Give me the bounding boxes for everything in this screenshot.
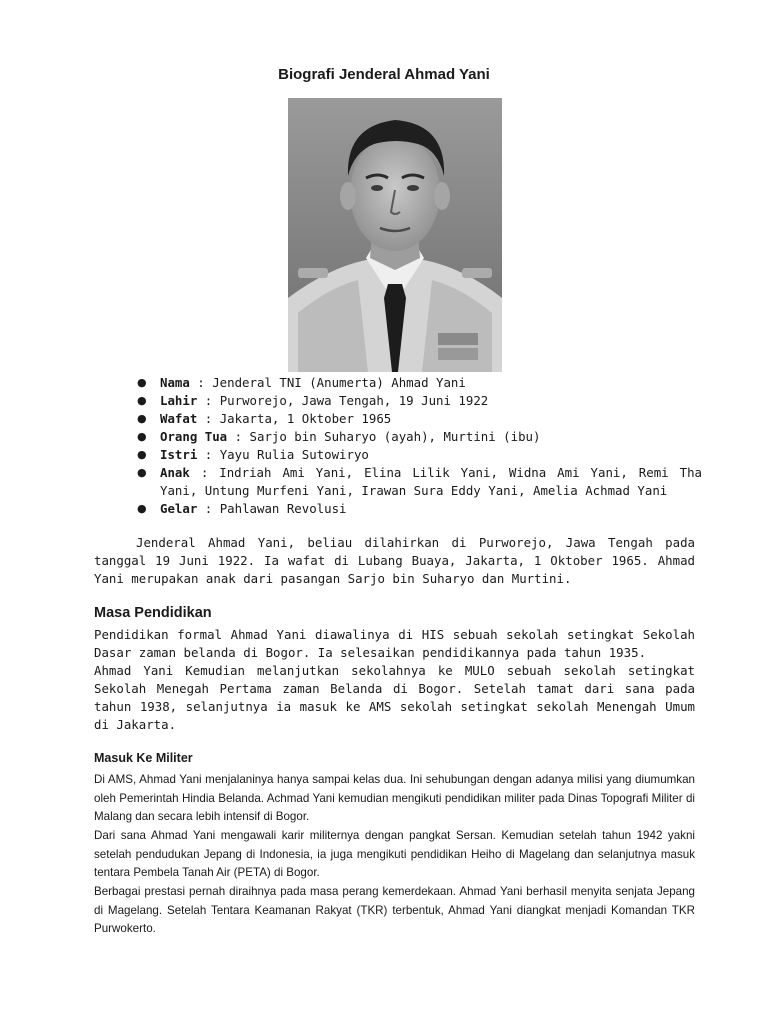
list-item [132,446,702,464]
fact-label: Wafat [160,411,198,426]
biodata-list [132,374,702,518]
education-paragraph: Pendidikan formal Ahmad Yani diawalinya di HIS sebuah sekolah setingkat Sekolah Dasar zaman belanda di Bogor. Ia selesaikan pendidikannya pada tahun 1935. [94,627,695,660]
list-item [132,410,702,428]
fact-label: Anak [160,465,190,480]
fact-label: Nama [160,375,190,390]
bullet-icon: ● [137,466,147,479]
bullet-icon: ● [137,430,147,443]
military-paragraph: Dari sana Ahmad Yani mengawali karir militernya dengan pangkat Sersan. Kemudian setelah tahun 1942 yakni setelah pendudukan Jepang di Indonesia, ia juga mengikuti pendidikan Heiho di Magelang dan selanjutnya masuk tentara Pembela Tanah Air (PETA) di Bogor. [94,829,695,880]
list-item [132,392,702,410]
education-heading: Masa Pendidikan [94,605,212,621]
list-item [132,428,702,446]
education-paragraph: Ahmad Yani Kemudian melanjutkan sekolahnya ke MULO sebuah sekolah setingkat Sekolah Menegah Pertama zaman Belanda di Bogor. Setelah tamat dari sana pada tahun 1938, selanjutnya ia masuk ke AMS sekolah setingkat sekolah Menengah Umum di Jakarta. [94,663,695,732]
fact-label: Gelar [160,501,198,516]
bullet-icon: ● [137,448,147,461]
list-item [132,464,702,500]
fact-value: : Yayu Rulia Sutowiryo [197,447,369,462]
list-item [132,500,702,518]
bullet-icon: ● [137,376,147,389]
fact-value: : Purworejo, Jawa Tengah, 19 Juni 1922 [197,393,489,408]
fact-value: : Sarjo bin Suharyo (ayah), Murtini (ibu) [227,429,541,444]
military-heading: Masuk Ke Militer [94,751,193,765]
intro-paragraph: Jenderal Ahmad Yani, beliau dilahirkan di Purworejo, Jawa Tengah pada tanggal 19 Juni 1922. Ia wafat di Lubang Buaya, Jakarta, 1 Oktober 1965. Ahmad Yani merupakan anak dari pasangan Sarjo bin Suharyo dan Murtini. [94,535,695,586]
military-paragraph: Di AMS, Ahmad Yani menjalaninya hanya sampai kelas dua. Ini sehubungan dengan adanya milisi yang diumumkan oleh Pemerintah Hindia Belanda. Achmad Yani kemudian mengikuti pendidikan militer pada Dinas Topografi Militer di Malang dan secara lebih intensif di Bogor. [94,773,695,824]
fact-label: Orang Tua [160,429,228,444]
fact-value: : Jakarta, 1 Oktober 1965 [197,411,392,426]
military-paragraph: Berbagai prestasi pernah diraihnya pada masa perang kemerdekaan. Ahmad Yani berhasil menyita senjata Jepang di Magelang. Setelah Tentara Keamanan Rakyat (TKR) terbentuk, Ahmad Yani diangkat menjadi Komandan TKR Purwokerto. [94,885,695,936]
fact-value: : Indriah Ami Yani, Elina Lilik Yani, Widna Ami Yani, Remi Tha Yani, Untung Murfeni Yani, Irawan Sura Eddy Yani, Amelia Achmad Yani [160,465,702,498]
document-title: Biografi Jenderal Ahmad Yani [278,66,490,83]
bullet-icon: ● [137,412,147,425]
fact-value: : Jenderal TNI (Anumerta) Ahmad Yani [189,375,466,390]
bullet-icon: ● [137,394,147,407]
fact-label: Lahir [160,393,198,408]
fact-value: : Pahlawan Revolusi [197,501,347,516]
bullet-icon: ● [137,502,147,515]
list-item [132,374,702,392]
portrait-photo [288,98,502,372]
fact-label: Istri [160,447,198,462]
